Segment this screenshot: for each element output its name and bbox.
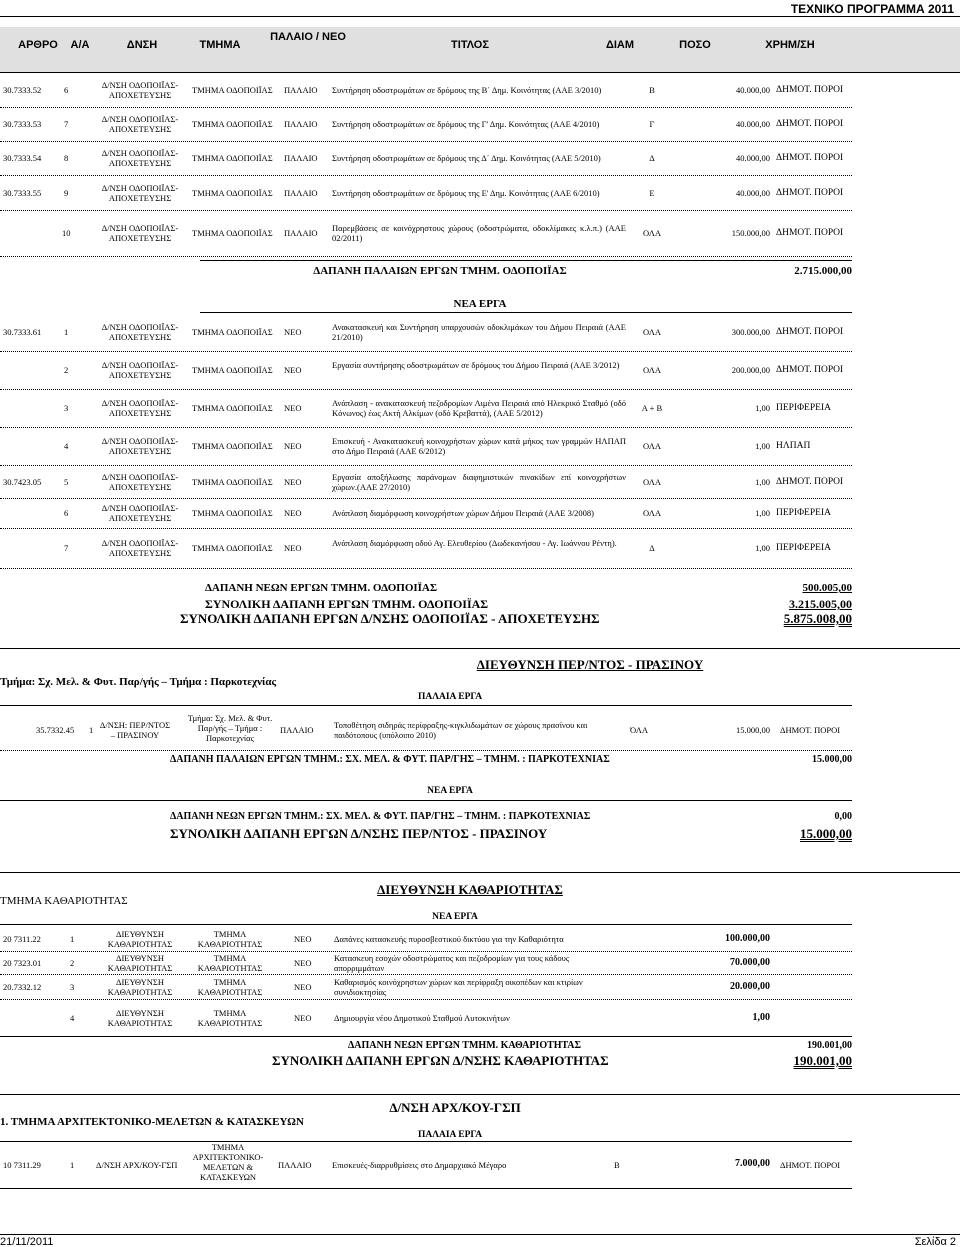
clean-row-dnsh: ΔΙΕΥΘΥΝΣΗ ΚΑΘΑΡΙΟΤΗΤΑΣ [107, 976, 173, 997]
new-row-title: Εργασία συντήρησης οδοστρωμάτων σε δρόμους του Δήμου Πειραιά (ΑΑΕ 3/2012) [332, 360, 620, 370]
clean-row-type: ΝΕΟ [294, 1012, 312, 1023]
new-row-dnsh: Δ/ΝΣΗ ΟΔΟΠΟΙΪΑΣ- ΑΠΟΧΕΤΕΥΣΗΣ [101, 398, 179, 418]
old-row-row-divider [0, 256, 852, 257]
clean-row-type: ΝΕΟ [294, 933, 312, 944]
green-aa: 1 [89, 725, 94, 735]
column-header-2: ΔΝΣΗ [126, 39, 158, 51]
new-row-type: ΝΕΟ [284, 403, 302, 413]
column-header-4: ΠΑΛΑΙΟ / ΝΕΟ [270, 31, 346, 43]
new-row-poso: 1,00 [755, 476, 770, 487]
new-row-aa: 3 [64, 403, 69, 413]
arch-poso: 7.000,00 [735, 1158, 770, 1169]
roads-total-value-1: 3.215.005,00 [789, 597, 852, 611]
old-row-title: Συντήρηση οδοστρωμάτων σε δρόμους της Β΄ Δημ. Κοινότητας (ΑΑΕ 3/2010) [332, 85, 602, 95]
old-total-value: 2.715.000,00 [794, 265, 852, 277]
old-row-aa: 8 [64, 153, 69, 163]
column-header-1: Α/Α [70, 39, 90, 51]
clean-row-type: ΝΕΟ [294, 981, 312, 992]
new-row-aa: 5 [64, 476, 69, 487]
new-row-poso: 1,00 [755, 543, 770, 553]
clean-row-type: ΝΕΟ [294, 957, 312, 968]
new-row-title: Εργασία αποξήλωσης παράνομων διαφημιστικών πινακίδων επί κοινοχρήστων χώρων.(ΑΑΕ 27/2010) [332, 471, 626, 492]
clean-row-title: Δαπάνες κατασκευής πυροσβεστικού δικτύου για την Καθαριότητα [334, 933, 564, 944]
clean-row-divider [0, 974, 852, 975]
new-row-dnsh: Δ/ΝΣΗ ΟΔΟΠΟΙΪΑΣ- ΑΠΟΧΕΤΕΥΣΗΣ [101, 503, 179, 523]
new-works-heading: ΝΕΑ ΕΡΓΑ [453, 298, 507, 310]
new-row-type: ΝΕΟ [284, 476, 302, 487]
new-row-diam: Α + Β [641, 403, 663, 413]
column-header-6: ΔΙΑΜ [605, 39, 635, 51]
roads-total-label-1: ΣΥΝΟΛΙΚΗ ΔΑΠΑΝΗ ΕΡΓΩΝ ΤΜΗΜ. ΟΔΟΠΟΙΪΑΣ [205, 597, 489, 611]
old-row-xrim: ΔΗΜΟΤ. ΠΟΡΟΙ [776, 119, 844, 129]
new-row-aa: 4 [64, 441, 69, 451]
new-row-poso: 200.000,00 [731, 365, 770, 375]
green-title: Τοποθέτηση σιδηράς περίφραξης-κιγκλιδωμάτων σε χώρους πρασίνου και παιδότοπους (υπόλοιπο 2010) [334, 720, 588, 740]
roads-total-label-2: ΣΥΝΟΛΙΚΗ ΔΑΠΑΝΗ ΕΡΓΩΝ Δ/ΝΣΗΣ ΟΔΟΠΟΙΪΑΣ - ΑΠΟΧΕΤΕΥΣΗΣ [180, 611, 600, 626]
clean-grand-label: ΣΥΝΟΛΙΚΗ ΔΑΠΑΝΗ ΕΡΓΩΝ Δ/ΝΣΗΣ ΚΑΘΑΡΙΟΤΗΤΑΣ [272, 1053, 609, 1068]
green-diam: ΌΛΑ [630, 725, 649, 735]
old-row-title: Παρεμβάσεις σε κοινόχρηστους χώρους (οδοστρώματα, οδοκλίμακες κ.λ.π.) (ΑΑΕ 02/2011) [332, 223, 626, 243]
column-header-7: ΠΟΣΟ [679, 39, 711, 51]
old-row-poso: 150.000,00 [731, 228, 770, 238]
green-new-total-value: 0,00 [834, 811, 852, 822]
new-row-xrim: ΗΛΠΑΠ [776, 441, 811, 451]
old-row-xrim: ΔΗΜΟΤ. ΠΟΡΟΙ [776, 85, 844, 95]
new-row-row-divider [0, 465, 852, 466]
clean-row-aa: 1 [70, 933, 75, 944]
new-row-xrim: ΠΕΡΙΦΕΡΕΙΑ [776, 543, 831, 553]
old-row-dnsh: Δ/ΝΣΗ ΟΔΟΠΟΙΪΑΣ- ΑΠΟΧΕΤΕΥΣΗΣ [101, 182, 179, 203]
clean-row-aa: 2 [70, 957, 75, 968]
new-row-dnsh: Δ/ΝΣΗ ΟΔΟΠΟΙΪΑΣ- ΑΠΟΧΕΤΕΥΣΗΣ [101, 322, 179, 342]
column-header-8: ΧΡΗΜ/ΣΗ [765, 39, 815, 51]
old-row-dnsh: Δ/ΝΣΗ ΟΔΟΠΟΙΪΑΣ- ΑΠΟΧΕΤΕΥΣΗΣ [101, 80, 179, 100]
new-row-row-divider [0, 498, 852, 499]
old-row-type: ΠΑΛΑΙΟ [284, 153, 318, 163]
clean-grand-value: 190.001,00 [793, 1053, 852, 1068]
new-row-code: 30.7423.05 [3, 476, 42, 487]
clean-row-dnsh: ΔΙΕΥΘΥΝΣΗ ΚΑΘΑΡΙΟΤΗΤΑΣ [107, 928, 173, 949]
new-row-xrim: ΠΕΡΙΦΕΡΕΙΑ [776, 508, 831, 518]
old-row-poso: 40.000,00 [736, 119, 770, 129]
new-row-poso: 1,00 [755, 403, 770, 413]
old-row-dnsh: Δ/ΝΣΗ ΟΔΟΠΟΙΪΑΣ- ΑΠΟΧΕΤΕΥΣΗΣ [101, 114, 179, 134]
old-row-xrim: ΔΗΜΟΤ. ΠΟΡΟΙ [776, 153, 844, 163]
new-row-type: ΝΕΟ [284, 543, 302, 553]
new-row-title: Ανάπλαση διαμόρφωση κοινοχρήστων χώρων Δήμου Πειραιά (ΑΑΕ 3/2008) [332, 508, 595, 518]
clean-directorate-title: ΔΙΕΥΘΥΝΣΗ ΚΑΘΑΡΙΟΤΗΤΑΣ [377, 882, 563, 897]
arch-dnsh: Δ/ΝΣΗ ΑΡΧ/ΚΟΥ-ΓΣΠ [96, 1160, 178, 1170]
green-type: ΠΑΛΑΙΟ [280, 725, 314, 735]
old-row-diam: Ε [649, 187, 655, 198]
old-row-dnsh: Δ/ΝΣΗ ΟΔΟΠΟΙΪΑΣ- ΑΠΟΧΕΤΕΥΣΗΣ [101, 148, 179, 168]
clean-row-dnsh: ΔΙΕΥΘΥΝΣΗ ΚΑΘΑΡΙΟΤΗΤΑΣ [107, 952, 173, 973]
old-row-tmima: ΤΜΗΜΑ ΟΔΟΠΟΙΪΑΣ [192, 85, 273, 95]
new-row-title: Ανάπλαση - ανακατασκευή πεζοδρομίων Λιμένα Πειραιά από Ηλεκρικό Σταθμό (οδό Κόνωνος) έως Ακτή Αλκίμων (οδό Κρεβαττά), (ΑΑΕ 5/2012) [332, 398, 626, 418]
arch-diam: Β [614, 1160, 620, 1170]
new-row-poso: 300.000,00 [731, 327, 770, 337]
clean-row-code: 20 7323.01 [3, 957, 42, 968]
old-row-aa: 7 [64, 119, 69, 129]
old-row-type: ΠΑΛΑΙΟ [284, 228, 318, 238]
clean-new-heading: ΝΕΑ ΕΡΓΑ [432, 912, 478, 922]
green-dnsh: Δ/ΝΣΗ: ΠΕΡ/ΝΤΟΣ – ΠΡΑΣΙΝΟΥ [99, 720, 171, 740]
new-row-diam: ΟΛΑ [642, 441, 662, 451]
old-row-dnsh: Δ/ΝΣΗ ΟΔΟΠΟΙΪΑΣ- ΑΠΟΧΕΤΕΥΣΗΣ [101, 223, 179, 243]
new-row-row-divider [0, 568, 852, 569]
new-row-dnsh: Δ/ΝΣΗ ΟΔΟΠΟΙΪΑΣ- ΑΠΟΧΕΤΕΥΣΗΣ [101, 538, 179, 558]
clean-row-tmima: ΤΜΗΜΑ ΚΑΘΑΡΙΟΤΗΤΑΣ [197, 976, 263, 997]
new-row-tmima: ΤΜΗΜΑ ΟΔΟΠΟΙΪΑΣ [192, 543, 273, 553]
arch-tmima: ΤΜΗΜΑ ΑΡΧΙΤΕΚΤΟΝΙΚΟ-ΜΕΛΕΤΩΝ & ΚΑΤΑΣΚΕΥΩΝ [192, 1142, 264, 1182]
new-row-xrim: ΠΕΡΙΦΕΡΕΙΑ [776, 403, 831, 413]
new-row-tmima: ΤΜΗΜΑ ΟΔΟΠΟΙΪΑΣ [192, 365, 273, 375]
old-row-type: ΠΑΛΑΙΟ [284, 85, 318, 95]
clean-row-tmima: ΤΜΗΜΑ ΚΑΘΑΡΙΟΤΗΤΑΣ [197, 928, 263, 949]
old-row-diam: Γ [649, 119, 655, 129]
old-row-tmima: ΤΜΗΜΑ ΟΔΟΠΟΙΪΑΣ [192, 228, 273, 238]
arch-code: 10 7311.29 [3, 1160, 41, 1170]
footer-page: Σελίδα 2 [914, 1236, 956, 1247]
old-row-title: Συντήρηση οδοστρωμάτων σε δρόμους της Ε' Δημ. Κοινότητας (ΑΑΕ 6/2010) [332, 187, 600, 198]
new-row-tmima: ΤΜΗΜΑ ΟΔΟΠΟΙΪΑΣ [192, 476, 273, 487]
new-row-diam: ΟΛΑ [642, 365, 662, 375]
old-total-label: ΔΑΠΑΝΗ ΠΑΛΑΙΩΝ ΕΡΓΩΝ ΤΜΗΜ. ΟΔΟΠΟΙΪΑΣ [313, 265, 567, 277]
new-row-title: Επισκευή - Ανακατασκευή κοινοχρήστων χώρων κατά μήκος των γραμμών ΗΛΠΑΠ στο Δήμο Πειραιά (ΑΑΕ 6/2012) [332, 436, 626, 456]
old-row-xrim: ΔΗΜΟΤ. ΠΟΡΟΙ [776, 187, 844, 198]
clean-row-dnsh: ΔΙΕΥΘΥΝΣΗ ΚΑΘΑΡΙΟΤΗΤΑΣ [107, 1007, 173, 1028]
roads-total-value-2: 5.875.008,00 [783, 611, 852, 626]
green-code: 35.7332.45 [36, 725, 75, 735]
green-grand-value: 15.000,00 [800, 826, 852, 841]
green-new-total-label: ΔΑΠΑΝΗ ΝΕΩΝ ΕΡΓΩΝ ΤΜΗΜ.: ΣΧ. ΜΕΛ. & ΦΥΤ. ΠΑΡ/ΓΗΣ – ΤΜΗΜ. : ΠΑΡΚΟΤΕΧΝΙΑΣ [170, 811, 591, 822]
green-old-total-label: ΔΑΠΑΝΗ ΠΑΛΑΙΩΝ ΕΡΓΩΝ ΤΜΗΜ.: ΣΧ. ΜΕΛ. & ΦΥΤ. ΠΑΡ/ΓΗΣ – ΤΜΗΜ. : ΠΑΡΚΟΤΕΧΝΙΑΣ [170, 754, 610, 765]
new-row-type: ΝΕΟ [284, 508, 302, 518]
old-row-title: Συντήρηση οδοστρωμάτων σε δρόμους της Δ΄ Δημ. Κοινότητας (ΑΑΕ 5/2010) [332, 153, 601, 163]
new-row-xrim: ΔΗΜΟΤ. ΠΟΡΟΙ [776, 327, 844, 337]
arch-directorate-title: Δ/ΝΣΗ ΑΡΧ/ΚΟΥ-ΓΣΠ [389, 1100, 521, 1115]
clean-row-tmima: ΤΜΗΜΑ ΚΑΘΑΡΙΟΤΗΤΑΣ [197, 952, 263, 973]
new-row-row-divider [0, 389, 852, 390]
old-row-code: 30.7333.55 [3, 187, 42, 198]
green-old-total-value: 15.000,00 [812, 754, 852, 765]
old-row-aa: 6 [64, 85, 69, 95]
new-row-xrim: ΔΗΜΟΤ. ΠΟΡΟΙ [776, 476, 844, 487]
new-row-aa: 2 [64, 365, 69, 375]
green-new-heading: ΝΕΑ ΕΡΓΑ [427, 786, 473, 796]
new-row-diam: ΟΛΑ [642, 476, 662, 487]
old-row-code: 30.7333.52 [3, 85, 42, 95]
old-row-xrim: ΔΗΜΟΤ. ΠΟΡΟΙ [776, 228, 844, 238]
arch-section-title: 1. ΤΜΗΜΑ ΑΡΧΙΤΕΚΤΟΝΙΚΟ-ΜΕΛΕΤΩΝ & ΚΑΤΑΣΚΕΥΩΝ [0, 1116, 304, 1128]
old-row-diam: Β [649, 85, 655, 95]
old-row-diam: Δ [649, 153, 655, 163]
clean-new-total-value: 190.001,00 [807, 1040, 852, 1051]
green-directorate-title: ΔΙΕΥΘΥΝΣΗ ΠΕΡ/ΝΤΟΣ - ΠΡΑΣΙΝΟΥ [476, 657, 704, 672]
new-row-dnsh: Δ/ΝΣΗ ΟΔΟΠΟΙΪΑΣ- ΑΠΟΧΕΤΕΥΣΗΣ [101, 471, 179, 492]
clean-row-poso: 70.000,00 [730, 956, 770, 968]
old-row-tmima: ΤΜΗΜΑ ΟΔΟΠΟΙΪΑΣ [192, 187, 273, 198]
green-grand-label: ΣΥΝΟΛΙΚΗ ΔΑΠΑΝΗ ΕΡΓΩΝ Δ/ΝΣΗΣ ΠΕΡ/ΝΤΟΣ - ΠΡΑΣΙΝΟΥ [170, 826, 548, 841]
old-row-poso: 40.000,00 [736, 153, 770, 163]
clean-new-total-label: ΔΑΠΑΝΗ ΝΕΩΝ ΕΡΓΩΝ ΤΜΗΜ. ΚΑΘΑΡΙΟΤΗΤΑΣ [348, 1040, 581, 1051]
old-row-type: ΠΑΛΑΙΟ [284, 119, 318, 129]
green-poso: 15.000,00 [736, 725, 770, 735]
new-row-tmima: ΤΜΗΜΑ ΟΔΟΠΟΙΪΑΣ [192, 403, 273, 413]
roads-total-value-0: 500.005,00 [802, 582, 852, 594]
clean-row-poso: 100.000,00 [725, 932, 770, 944]
new-row-aa: 6 [64, 508, 69, 518]
clean-row-code: 20 7311.22 [3, 933, 41, 944]
old-row-poso: 40.000,00 [736, 85, 770, 95]
new-row-type: ΝΕΟ [284, 365, 302, 375]
new-row-tmima: ΤΜΗΜΑ ΟΔΟΠΟΙΪΑΣ [192, 508, 273, 518]
clean-section-title: ΤΜΗΜΑ ΚΑΘΑΡΙΟΤΗΤΑΣ [0, 895, 128, 907]
new-row-row-divider [0, 427, 852, 428]
clean-row-title: Δημιουργία νέου Δημοτικού Σταθμού Αυτοκινήτων [334, 1012, 510, 1023]
new-row-type: ΝΕΟ [284, 327, 302, 337]
old-row-code: 30.7333.53 [3, 119, 42, 129]
new-row-diam: ΟΛΑ [642, 327, 662, 337]
old-row-aa: 9 [64, 187, 69, 198]
new-row-row-divider [0, 351, 852, 352]
new-row-row-divider [0, 528, 852, 529]
new-row-dnsh: Δ/ΝΣΗ ΟΔΟΠΟΙΪΑΣ- ΑΠΟΧΕΤΕΥΣΗΣ [101, 436, 179, 456]
clean-row-poso: 1,00 [752, 1011, 770, 1023]
clean-row-aa: 4 [70, 1012, 75, 1023]
old-row-row-divider [0, 141, 852, 142]
arch-title: Επισκευές-διαρρυθμίσεις στο Δημαρχιακό Μέγαρο [332, 1160, 507, 1170]
new-row-poso: 1,00 [755, 508, 770, 518]
clean-row-code: 20.7332.12 [3, 981, 42, 992]
old-row-aa: 10 [62, 228, 71, 238]
clean-row-poso: 20.000,00 [730, 980, 770, 992]
old-row-tmima: ΤΜΗΜΑ ΟΔΟΠΟΙΪΑΣ [192, 119, 273, 129]
new-row-diam: Δ [649, 543, 655, 553]
page-header-title: ΤΕΧΝΙΚΟ ΠΡΟΓΡΑΜΜΑ 2011 [790, 2, 954, 16]
old-row-poso: 40.000,00 [736, 187, 770, 198]
new-row-tmima: ΤΜΗΜΑ ΟΔΟΠΟΙΪΑΣ [192, 441, 273, 451]
clean-row-title: Καθαρισμός κοινόχρηστων χώρων και περίφραξη οικοπέδων και κτιρίων συνιδιοκτησίας [334, 976, 583, 997]
clean-row-aa: 3 [70, 981, 75, 992]
old-row-row-divider [0, 175, 852, 176]
footer-date: 21/11/2011 [0, 1236, 54, 1247]
column-header-5: ΤΙΤΛΟΣ [451, 39, 489, 51]
new-row-diam: ΟΛΑ [642, 508, 662, 518]
new-row-title: Ανακατασκευή και Συντήρηση υπαρχουσών οδοκλιμάκων του Δήμου Πειραιά (ΑΑΕ 21/2010) [332, 322, 626, 342]
old-row-diam: ΟΛΑ [642, 228, 662, 238]
clean-row-title: Κατασκευη εσοχών οδοστρώματος και πεζοδρομίων για τους κάδους απορριμμάτων [334, 952, 570, 973]
green-old-heading: ΠΑΛΑΙΑ ΕΡΓΑ [417, 692, 483, 702]
new-row-tmima: ΤΜΗΜΑ ΟΔΟΠΟΙΪΑΣ [192, 327, 273, 337]
new-row-poso: 1,00 [755, 441, 770, 451]
arch-old-heading: ΠΑΛΑΙΑ ΕΡΓΑ [417, 1130, 483, 1140]
old-row-type: ΠΑΛΑΙΟ [284, 187, 318, 198]
new-row-aa: 1 [64, 327, 69, 337]
new-row-xrim: ΔΗΜΟΤ. ΠΟΡΟΙ [776, 365, 844, 375]
new-row-title: Ανάπλαση διαμόρφωση οδού Αγ. Ελευθερίου (Δωδεκανήσου - Αγ. Ιωάννου Ρέντη). [332, 538, 617, 548]
old-row-row-divider [0, 210, 852, 211]
old-row-title: Συντήρηση οδοστρωμάτων σε δρόμους της Γ' Δημ. Κοινότητας (ΑΑΕ 4/2010) [332, 119, 600, 129]
new-row-dnsh: Δ/ΝΣΗ ΟΔΟΠΟΙΪΑΣ- ΑΠΟΧΕΤΕΥΣΗΣ [101, 360, 179, 380]
green-tmima: Τμήμα: Σχ. Μελ. & Φυτ. Παρ/γής – Τμήμα : Παρκοτεχνίας [187, 713, 273, 743]
column-header-3: ΤΜΗΜΑ [199, 39, 241, 51]
arch-xrim: ΔΗΜΟΤ. ΠΟΡΟΙ [780, 1160, 841, 1170]
green-xrim: ΔΗΜΟΤ. ΠΟΡΟΙ [780, 725, 841, 735]
clean-row-tmima: ΤΜΗΜΑ ΚΑΘΑΡΙΟΤΗΤΑΣ [197, 1007, 263, 1028]
column-header-0: ΑΡΘΡΟ [18, 39, 58, 51]
arch-type: ΠΑΛΑΙΟ [278, 1160, 312, 1170]
arch-aa: 1 [70, 1160, 75, 1170]
clean-row-divider [0, 999, 852, 1000]
old-row-tmima: ΤΜΗΜΑ ΟΔΟΠΟΙΪΑΣ [192, 153, 273, 163]
green-section-title: Τμήμα: Σχ. Μελ. & Φυτ. Παρ/γής – Τμήμα : Παρκοτεχνίας [0, 676, 277, 688]
new-row-type: ΝΕΟ [284, 441, 302, 451]
old-row-code: 30.7333.54 [3, 153, 42, 163]
roads-total-label-0: ΔΑΠΑΝΗ ΝΕΩΝ ΕΡΓΩΝ ΤΜΗΜ. ΟΔΟΠΟΙΪΑΣ [205, 582, 438, 594]
old-row-row-divider [0, 107, 852, 108]
new-row-code: 30.7333.61 [3, 327, 42, 337]
new-row-aa: 7 [64, 543, 69, 553]
